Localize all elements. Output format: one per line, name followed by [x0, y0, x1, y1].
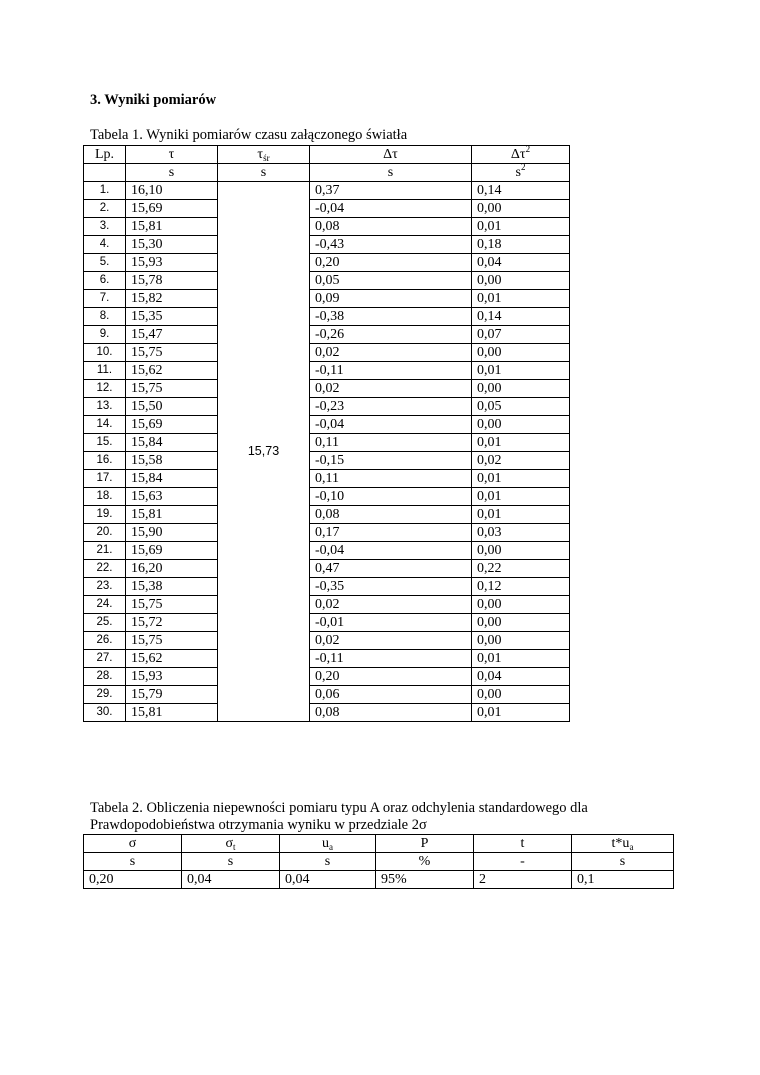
value-sigma-t: 0,04 [182, 871, 280, 889]
row-number: 2. [84, 200, 126, 218]
table-row [84, 326, 570, 344]
unit-cell: s [84, 853, 182, 871]
dtau2-value: 0,18 [472, 236, 570, 254]
value-p: 95% [376, 871, 474, 889]
row-number: 26. [84, 632, 126, 650]
table-row [84, 362, 570, 380]
dtau2-value: 0,00 [472, 542, 570, 560]
table-row [84, 200, 570, 218]
dtau-value: 0,37 [310, 182, 472, 200]
unit-lp [84, 164, 126, 182]
unit-cell: % [376, 853, 474, 871]
tau-value: 15,81 [126, 704, 218, 722]
table-row [84, 452, 570, 470]
dtau2-value: 0,01 [472, 650, 570, 668]
header-t: t [474, 835, 572, 853]
table-row [84, 470, 570, 488]
row-number: 15. [84, 434, 126, 452]
dtau-value: 0,11 [310, 470, 472, 488]
tau-value: 15,75 [126, 596, 218, 614]
unit-tau-mean: s [218, 164, 310, 182]
dtau-value: -0,43 [310, 236, 472, 254]
tau-mean-value: 15,73 [218, 182, 310, 722]
table-row [84, 686, 570, 704]
table-row [84, 380, 570, 398]
header-t-ua-sub: a [629, 842, 634, 852]
row-number: 22. [84, 560, 126, 578]
tau-value: 15,47 [126, 326, 218, 344]
dtau2-value: 0,01 [472, 488, 570, 506]
tau-value: 15,69 [126, 542, 218, 560]
table-row [84, 344, 570, 362]
row-number: 20. [84, 524, 126, 542]
table-row [84, 650, 570, 668]
dtau2-value: 0,00 [472, 200, 570, 218]
table1-body [84, 182, 570, 722]
dtau2-value: 0,22 [472, 560, 570, 578]
dtau-value: 0,08 [310, 506, 472, 524]
tau-value: 15,82 [126, 290, 218, 308]
dtau2-value: 0,01 [472, 704, 570, 722]
dtau2-value: 0,01 [472, 506, 570, 524]
header-tau-mean-sub: śr [263, 153, 270, 163]
tau-value: 15,93 [126, 254, 218, 272]
header-p: P [376, 835, 474, 853]
row-number: 21. [84, 542, 126, 560]
tau-value: 15,84 [126, 470, 218, 488]
table2-caption-line2: Prawdopodobieństwa otrzymania wyniku w przedziale 2σ [90, 817, 427, 833]
header-dtau: Δτ [310, 146, 472, 164]
row-number: 23. [84, 578, 126, 596]
tau-value: 15,63 [126, 488, 218, 506]
dtau2-value: 0,14 [472, 308, 570, 326]
header-tau-mean-base: τ [257, 147, 264, 162]
dtau2-value: 0,00 [472, 380, 570, 398]
header-ua [280, 835, 376, 853]
tau-value: 15,93 [126, 668, 218, 686]
dtau2-value: 0,00 [472, 344, 570, 362]
tau-value: 15,90 [126, 524, 218, 542]
dtau2-value: 0,04 [472, 668, 570, 686]
unit-cell: s [572, 853, 674, 871]
dtau2-value: 0,07 [472, 326, 570, 344]
table-row [84, 632, 570, 650]
tau-value: 15,81 [126, 218, 218, 236]
unit-dtau: s [310, 164, 472, 182]
table-row [84, 506, 570, 524]
tau-value: 15,75 [126, 344, 218, 362]
unit-cell: s [182, 853, 280, 871]
tau-value: 15,38 [126, 578, 218, 596]
dtau-value: -0,10 [310, 488, 472, 506]
row-number: 28. [84, 668, 126, 686]
dtau-value: 0,02 [310, 596, 472, 614]
table1-header-row [84, 146, 570, 164]
section-title: 3. Wyniki pomiarów [90, 92, 217, 108]
dtau2-value: 0,01 [472, 362, 570, 380]
table-row [84, 596, 570, 614]
dtau2-value: 0,14 [472, 182, 570, 200]
header-lp: Lp. [84, 146, 126, 164]
row-number: 5. [84, 254, 126, 272]
row-number: 4. [84, 236, 126, 254]
dtau2-value: 0,04 [472, 254, 570, 272]
dtau2-value: 0,12 [472, 578, 570, 596]
unit-dtau2 [472, 164, 570, 182]
tau-value: 15,75 [126, 380, 218, 398]
table-row [84, 218, 570, 236]
table-row [84, 488, 570, 506]
row-number: 27. [84, 650, 126, 668]
dtau-value: 0,17 [310, 524, 472, 542]
table-row [84, 434, 570, 452]
row-number: 24. [84, 596, 126, 614]
unit-dtau2-sup: 2 [520, 163, 526, 172]
table2-caption-line1: Tabela 2. Obliczenia niepewności pomiaru typu A oraz odchylenia standardowego dla [90, 800, 588, 816]
header-sigma: σ [84, 835, 182, 853]
unit-cell: - [474, 853, 572, 871]
tau-value: 15,35 [126, 308, 218, 326]
header-dtau2 [472, 146, 570, 164]
dtau-value: -0,01 [310, 614, 472, 632]
table2-header-row [84, 835, 674, 853]
row-number: 30. [84, 704, 126, 722]
dtau2-value: 0,01 [472, 434, 570, 452]
table-row [84, 578, 570, 596]
header-ua-sub: a [329, 842, 333, 852]
row-number: 19. [84, 506, 126, 524]
table-row [84, 236, 570, 254]
dtau-value: 0,20 [310, 254, 472, 272]
dtau2-value: 0,00 [472, 416, 570, 434]
table-row [84, 560, 570, 578]
row-number: 8. [84, 308, 126, 326]
dtau-value: 0,08 [310, 704, 472, 722]
dtau-value: 0,02 [310, 380, 472, 398]
row-number: 29. [84, 686, 126, 704]
header-sigma-t-base: σ [225, 836, 234, 851]
table-row [84, 614, 570, 632]
tau-value: 15,62 [126, 362, 218, 380]
unit-tau: s [126, 164, 218, 182]
row-number: 18. [84, 488, 126, 506]
unit-cell: s [280, 853, 376, 871]
header-t-ua-base: t*u [611, 836, 630, 851]
header-tau-mean [218, 146, 310, 164]
tau-value: 15,75 [126, 632, 218, 650]
tau-value: 15,50 [126, 398, 218, 416]
dtau-value: 0,09 [310, 290, 472, 308]
tau-value: 15,69 [126, 416, 218, 434]
tau-value: 15,81 [126, 506, 218, 524]
dtau2-value: 0,00 [472, 632, 570, 650]
table-row [84, 704, 570, 722]
tau-value: 15,69 [126, 200, 218, 218]
tau-value: 16,20 [126, 560, 218, 578]
dtau-value: -0,11 [310, 362, 472, 380]
row-number: 7. [84, 290, 126, 308]
dtau-value: -0,15 [310, 452, 472, 470]
row-number: 3. [84, 218, 126, 236]
dtau2-value: 0,02 [472, 452, 570, 470]
dtau-value: -0,04 [310, 200, 472, 218]
header-t-ua [572, 835, 674, 853]
tau-value: 15,72 [126, 614, 218, 632]
dtau2-value: 0,01 [472, 290, 570, 308]
header-tau: τ [126, 146, 218, 164]
table1-caption: Tabela 1. Wyniki pomiarów czasu załączonego światła [90, 127, 408, 143]
table-row [84, 254, 570, 272]
table-row [84, 272, 570, 290]
dtau2-value: 0,00 [472, 614, 570, 632]
table-row [84, 524, 570, 542]
tau-value: 15,62 [126, 650, 218, 668]
dtau-value: -0,23 [310, 398, 472, 416]
value-ua: 0,04 [280, 871, 376, 889]
dtau-value: -0,26 [310, 326, 472, 344]
measurements-table [83, 145, 570, 722]
uncertainty-table [83, 834, 674, 889]
header-dtau2-sup: 2 [525, 145, 531, 154]
table2-units-row [84, 853, 674, 871]
dtau-value: 0,47 [310, 560, 472, 578]
dtau-value: 0,11 [310, 434, 472, 452]
tau-value: 16,10 [126, 182, 218, 200]
dtau-value: -0,04 [310, 416, 472, 434]
tau-value: 15,30 [126, 236, 218, 254]
row-number: 14. [84, 416, 126, 434]
dtau-value: 0,08 [310, 218, 472, 236]
table-row [84, 290, 570, 308]
table-row [84, 416, 570, 434]
row-number: 17. [84, 470, 126, 488]
dtau-value: 0,02 [310, 632, 472, 650]
table-row [84, 182, 570, 200]
header-sigma-t [182, 835, 280, 853]
dtau2-value: 0,01 [472, 218, 570, 236]
row-number: 16. [84, 452, 126, 470]
table-row [84, 308, 570, 326]
dtau-value: -0,04 [310, 542, 472, 560]
dtau2-value: 0,01 [472, 470, 570, 488]
row-number: 13. [84, 398, 126, 416]
dtau-value: -0,38 [310, 308, 472, 326]
row-number: 6. [84, 272, 126, 290]
header-ua-base: u [322, 836, 329, 851]
value-sigma: 0,20 [84, 871, 182, 889]
row-number: 11. [84, 362, 126, 380]
tau-value: 15,84 [126, 434, 218, 452]
header-sigma-t-sub: t [233, 842, 236, 852]
unit-dtau2-base: s [515, 165, 521, 180]
dtau-value: 0,02 [310, 344, 472, 362]
dtau-value: 0,20 [310, 668, 472, 686]
dtau2-value: 0,00 [472, 272, 570, 290]
header-dtau2-base: Δτ [510, 147, 526, 162]
dtau-value: 0,05 [310, 272, 472, 290]
dtau2-value: 0,00 [472, 596, 570, 614]
dtau-value: -0,11 [310, 650, 472, 668]
table2-values-row [84, 871, 674, 889]
row-number: 1. [84, 182, 126, 200]
value-t-ua: 0,1 [572, 871, 674, 889]
row-number: 10. [84, 344, 126, 362]
row-number: 12. [84, 380, 126, 398]
dtau-value: -0,35 [310, 578, 472, 596]
table-row [84, 398, 570, 416]
row-number: 25. [84, 614, 126, 632]
dtau-value: 0,06 [310, 686, 472, 704]
tau-value: 15,58 [126, 452, 218, 470]
dtau2-value: 0,00 [472, 686, 570, 704]
row-number: 9. [84, 326, 126, 344]
dtau2-value: 0,03 [472, 524, 570, 542]
tau-value: 15,79 [126, 686, 218, 704]
table-row [84, 542, 570, 560]
dtau2-value: 0,05 [472, 398, 570, 416]
value-t: 2 [474, 871, 572, 889]
table-row [84, 668, 570, 686]
table1-units-row [84, 164, 570, 182]
tau-value: 15,78 [126, 272, 218, 290]
